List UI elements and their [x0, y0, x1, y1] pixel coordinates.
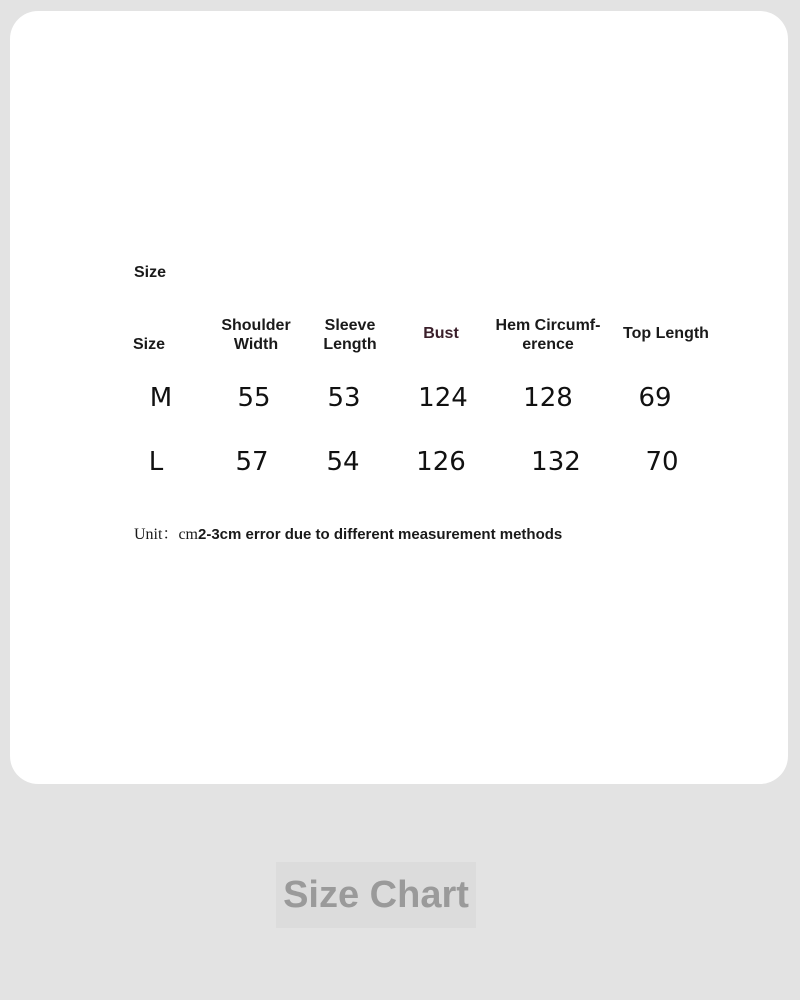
cell-size-m: M [149, 383, 173, 413]
cell-hem-m: 128 [523, 383, 573, 413]
cell-shoulder-l: 57 [235, 447, 269, 477]
error-note: 2-3cm error due to different measurement methods [198, 526, 563, 543]
cell-hem-l: 132 [531, 447, 581, 477]
cell-bust-m: 124 [418, 383, 468, 413]
header-shoulder-width: Shoulder Width [221, 317, 291, 353]
header-top-length: Top Length [623, 325, 709, 342]
cell-sleeve-l: 54 [326, 447, 360, 477]
cell-size-l: L [148, 447, 164, 477]
cell-shoulder-m: 55 [237, 383, 271, 413]
header-bust: Bust [423, 325, 459, 342]
cell-sleeve-m: 53 [327, 383, 361, 413]
size-chart-caption: Size Chart [276, 862, 476, 928]
cell-length-l: 70 [645, 447, 679, 477]
measurement-note [134, 521, 562, 544]
size-chart-card [10, 11, 788, 784]
cell-bust-l: 126 [416, 447, 466, 477]
header-sleeve-length: Sleeve Length [323, 317, 377, 353]
table-title: Size [134, 264, 167, 281]
cell-length-m: 69 [638, 383, 672, 413]
unit-label: Unit：cm [134, 526, 198, 543]
header-hem-circumference: Hem Circumf- erence [495, 317, 601, 353]
header-size: Size [132, 336, 165, 353]
